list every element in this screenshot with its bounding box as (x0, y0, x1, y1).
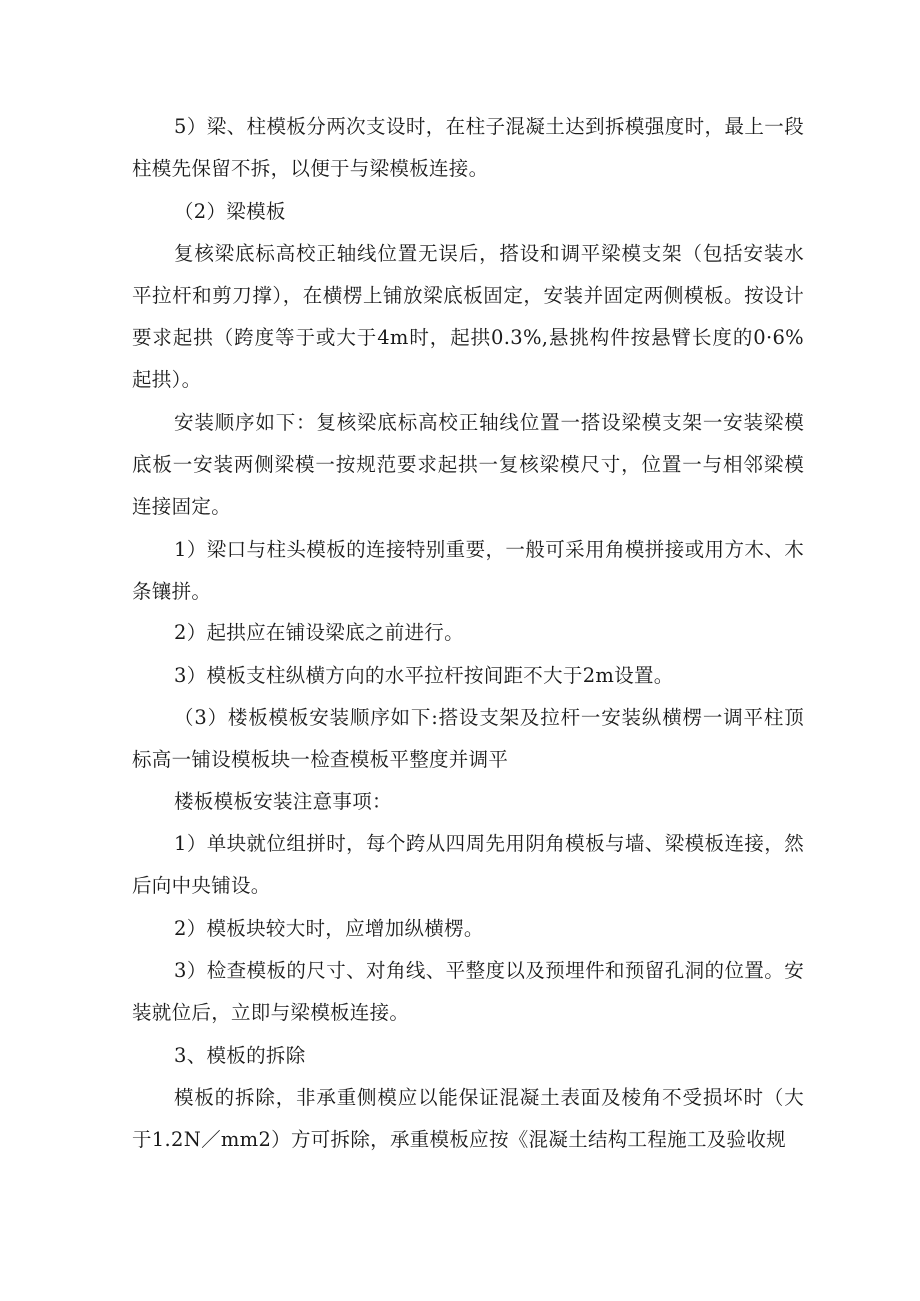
paragraph-slab-note-3: 3）检查模板的尺寸、对角线、平整度以及预埋件和预留孔洞的位置。安装就位后，立即与梁模板连接。 (132, 959, 804, 1024)
paragraph-installation-sequence: 安装顺序如下：复核梁底标高校正轴线位置一搭设梁模支架一安装梁模底板一安装两侧梁模一按规范要求起拱一复核梁模尺寸，位置一与相邻梁模连接固定。 (132, 411, 804, 518)
paragraph-slab-note-1: 1）单块就位组拼时，每个跨从四周先用阴角模板与墙、梁模板连接，然后向中央铺设。 (132, 832, 804, 897)
paragraph-slab-formwork-sequence: （3）楼板模板安装顺序如下:搭设支架及拉杆一安装纵横楞一调平柱顶标高一铺设模板块一检查模板平整度并调平 (132, 706, 804, 771)
paragraph-slab-formwork-notes-heading: 楼板模板安装注意事项： (174, 790, 392, 813)
paragraph-note-1-beam-column-joint: 1）梁口与柱头模板的连接特别重要，一般可采用角模拼接或用方木、木条镶拼。 (132, 538, 804, 603)
paragraph-formwork-removal: 模板的拆除，非承重侧模应以能保证混凝土表面及棱角不受损坏时（大于1.2N／mm2）方可拆除，承重模板应按《混凝土结构工程施工及验收规 (132, 1086, 804, 1151)
paragraph-note-2-camber: 2）起拱应在铺设梁底之前进行。 (174, 621, 464, 644)
paragraph-beam-column-formwork-note: 5）梁、柱模板分两次支设时，在柱子混凝土达到拆模强度时，最上一段柱模先保留不拆，以便于与梁模板连接。 (132, 115, 804, 180)
section-heading-formwork-removal: 3、模板的拆除 (174, 1044, 306, 1067)
section-heading-beam-formwork: （2）梁模板 (174, 200, 286, 223)
paragraph-beam-formwork-procedure: 复核梁底标高校正轴线位置无误后，搭设和调平梁模支架（包括安装水平拉杆和剪刀撑），在横楞上铺放梁底板固定，安装并固定两侧模板。按设计要求起拱（跨度等于或大于4m时，起拱0.3%,悬挑构件按悬臂长度的0·6%起拱）。 (132, 242, 804, 391)
paragraph-note-3-tie-rods: 3）模板支柱纵横方向的水平拉杆按间距不大于2m设置。 (174, 664, 674, 687)
paragraph-slab-note-2: 2）模板块较大时，应增加纵横楞。 (174, 917, 484, 940)
